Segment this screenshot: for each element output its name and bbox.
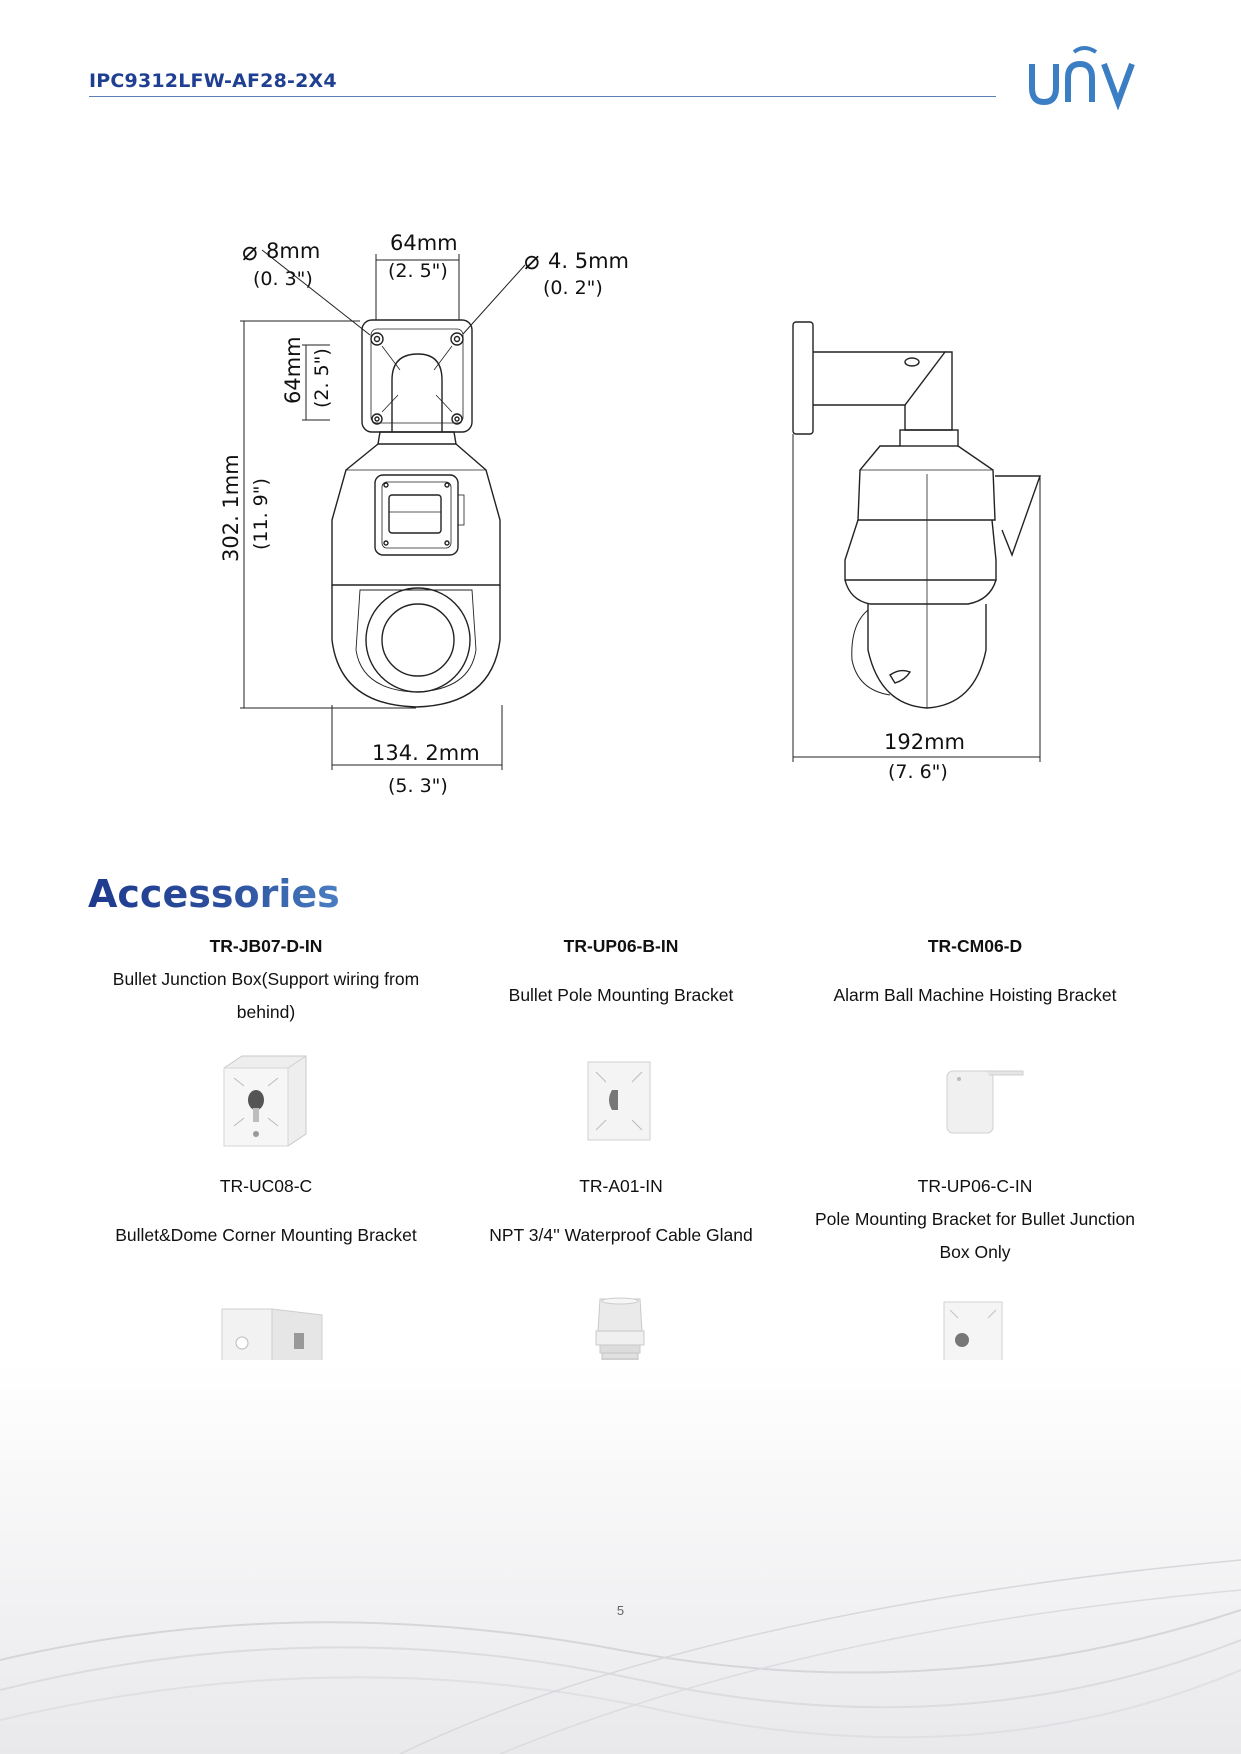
accessory-description: Alarm Ball Machine Hoisting Bracket — [833, 985, 1117, 1005]
front-dimension-lines — [240, 250, 525, 770]
front-view-drawing — [332, 320, 500, 707]
accessory-description: Bullet Junction Box(Support wiring from behind) — [112, 969, 420, 1022]
diameter-symbol-small: ⌀ — [524, 246, 540, 276]
accessory-description: NPT 3/4'' Waterproof Cable Gland — [489, 1225, 753, 1245]
depth-inch-label: (7. 6") — [888, 761, 948, 783]
accessory-model: TR-JB07-D-IN — [209, 936, 323, 956]
dimension-labels — [219, 231, 965, 797]
diameter-symbol: ⌀ — [242, 237, 258, 267]
accessory-description: Bullet Pole Mounting Bracket — [508, 985, 734, 1005]
total-height-label: 302. 1mm — [219, 454, 243, 562]
accessory-model: TR-UP06-C-IN — [917, 1176, 1033, 1196]
accessory-model: TR-CM06-D — [927, 936, 1023, 956]
accessory-cm06 — [800, 930, 1150, 1012]
bottom-width-label: 134. 2mm — [372, 741, 480, 765]
hole-small-label: 4. 5mm — [548, 249, 629, 273]
accessory-description: Bullet&Dome Corner Mounting Bracket — [115, 1225, 417, 1245]
accessories-heading: Accessories — [88, 872, 340, 916]
bottom-width-inch-label: (5. 3") — [388, 775, 448, 797]
junction-box-icon — [218, 1050, 313, 1150]
depth-label: 192mm — [884, 730, 965, 754]
accessory-model: TR-A01-IN — [579, 1176, 663, 1196]
side-dimension-lines — [793, 434, 1040, 762]
side-height-label: 64mm — [281, 336, 305, 404]
accessory-up06-c — [800, 1170, 1150, 1269]
document-model-title: IPC9312LFW-AF28-2X4 — [89, 70, 337, 92]
top-width-label: 64mm — [390, 231, 458, 255]
side-view-drawing — [793, 322, 1040, 708]
pole-bracket-icon — [584, 1058, 654, 1144]
total-height-inch-label: (11. 9") — [250, 478, 272, 550]
accessory-up06-b — [446, 930, 796, 1012]
accessory-jb07 — [91, 930, 441, 1029]
accessory-uc08 — [91, 1170, 441, 1252]
hole-large-inch-label: (0. 3") — [253, 268, 313, 290]
hoisting-bracket-icon — [945, 1065, 1025, 1137]
dimension-drawings — [0, 0, 1241, 800]
hole-small-inch-label: (0. 2") — [543, 277, 603, 299]
accessory-model: TR-UP06-B-IN — [563, 936, 679, 956]
accessory-model: TR-UC08-C — [219, 1176, 313, 1196]
top-width-inch-label: (2. 5") — [388, 260, 448, 282]
footer-wave-background — [0, 1360, 1241, 1754]
accessory-description: Pole Mounting Bracket for Bullet Junction Box Only — [814, 1209, 1136, 1262]
accessory-a01 — [446, 1170, 796, 1252]
side-height-inch-label: (2. 5") — [311, 348, 333, 408]
hole-large-label: 8mm — [266, 239, 321, 263]
page-number: 5 — [616, 1603, 625, 1618]
